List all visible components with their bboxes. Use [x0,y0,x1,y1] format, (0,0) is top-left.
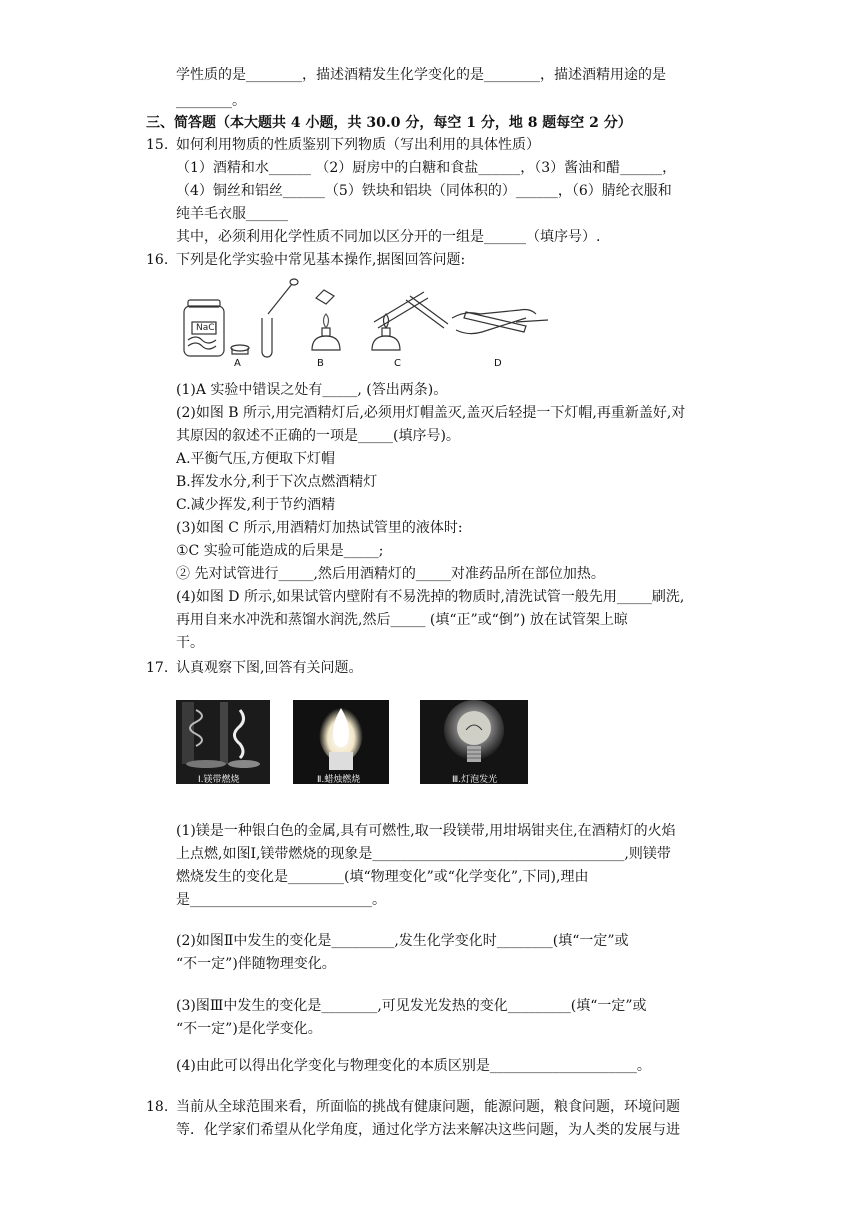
magnesium-drawing [176,700,270,770]
option-text: B.挥发水分,利于下次点燃酒精灯 [176,474,378,490]
question-text: 再用自来水冲洗和蒸馏水润洗,然后_____ (填“正”或“倒”) 放在试管架上晾 [176,612,628,628]
spoon [268,284,292,314]
figure-label-a: A [234,358,241,369]
question-text: (2)如图 B 所示,用完酒精灯后,必须用灯帽盖灭,盖灭后轻提一下灯帽,再重新盖好,对 [176,405,686,421]
candle-drawing [293,700,389,770]
question-text: 上点燃,如图Ⅰ,镁带燃烧的现象是____________________________________,则镁带 [176,846,671,862]
lab-operations-drawing [176,278,556,370]
question-number: 15. [146,137,169,153]
question-text: (3)图Ⅲ中发生的变化是________,可见发光发热的变化_________(填“一定”或 [176,998,647,1014]
question-text: “不一定”)是化学变化。 [176,1021,322,1037]
alcohol-lamp-c [372,336,400,350]
question-number: 16. [146,252,169,268]
question-text: 其原因的叙述不正确的一项是_____(填序号)。 [176,428,460,444]
alcohol-lamp [312,336,340,350]
bulb-drawing [420,700,528,770]
option-text: C.减少挥发,利于节约酒精 [176,497,336,513]
question-text: 当前从全球范围来看，所面临的挑战有健康问题，能源问题，粮食问题，环境问题 [176,1099,680,1115]
question-text: (4)如图 D 所示,如果试管内壁附有不易洗掉的物质时,清洗试管一般先用_____刷洗, [176,589,685,605]
question-text: (1)A 实验中错误之处有_____, (答出两条)。 [176,382,448,398]
test-tube [262,318,272,357]
photo-bulb-glowing [420,700,528,784]
question-text: 干。 [176,635,204,651]
text-line: 学性质的是________，描述酒精发生化学变化的是________，描述酒精用途的是 [176,67,666,83]
question-text: 其中，必须利用化学性质不同加以区分开的一组是______（填序号）. [176,229,601,245]
question-number: 18. [146,1099,169,1115]
text-line: ________。 [176,93,246,109]
lamp-cap [316,290,334,304]
question-text: (4)由此可以得出化学变化与物理变化的本质区别是_____________________。 [176,1058,651,1074]
question-text: 燃烧发生的变化是________(填“物理变化”或“化学变化”,下同),理由 [176,869,589,885]
question-text: （1）酒精和水______ （2）厨房中的白糖和食盐______，（3）酱油和醋______， [176,160,677,176]
question-number: 17. [146,660,169,676]
jar-label: NaCl [196,323,218,333]
question-text: （4）铜丝和铝丝______（5）铁块和铝块（同体积的）______，（6）腈纶衣服和 [176,183,672,199]
photo-caption: Ⅱ.蜡烛燃烧 [317,775,361,785]
question-text: 等．化学家们希望从化学角度，通过化学方法来解决这些问题，为人类的发展与进 [176,1122,680,1138]
question-text: (2)如图Ⅱ中发生的变化是_________,发生化学变化时________(填“一定”或 [176,933,629,949]
photo-caption: Ⅰ.镁带燃烧 [198,775,240,785]
question-text: ② 先对试管进行_____,然后用酒精灯的_____对准药品所在部位加热。 [176,566,605,582]
photo-caption: Ⅲ.灯泡发光 [452,775,498,785]
lab-operations-figure [176,278,556,370]
question-text: 下列是化学实验中常见基本操作,据图回答问题: [176,252,466,268]
question-text: (1)镁是一种银白色的金属,具有可燃性,取一段镁带,用坩埚钳夹住,在酒精灯的火焰 [176,823,676,839]
figure-label-c: C [394,358,401,369]
question-text: 是__________________________。 [176,892,386,908]
question-text: “不一定”)伴随物理变化。 [176,956,336,972]
question-text: 如何利用物质的性质鉴别下列物质（写出利用的具体性质） [176,137,540,153]
test-tube-holder [406,296,448,328]
question-text: 纯羊毛衣服______ [176,206,288,222]
question-text: ①C 实验可能造成的后果是_____; [176,543,384,559]
question-text: (3)如图 C 所示,用酒精灯加热试管里的液体时: [176,520,463,536]
section-heading: 三、简答题（本大题共 4 小题，共 30.0 分，每空 1 分，地 8 题每空 2 分） [146,115,632,131]
question-text: 认真观察下图,回答有关问题。 [176,660,363,676]
photo-magnesium-burning [176,700,270,784]
figure-label-b: B [317,358,324,369]
figure-label-d: D [494,358,502,369]
option-text: A.平衡气压,方便取下灯帽 [176,451,336,467]
photo-candle-burning [293,700,389,784]
